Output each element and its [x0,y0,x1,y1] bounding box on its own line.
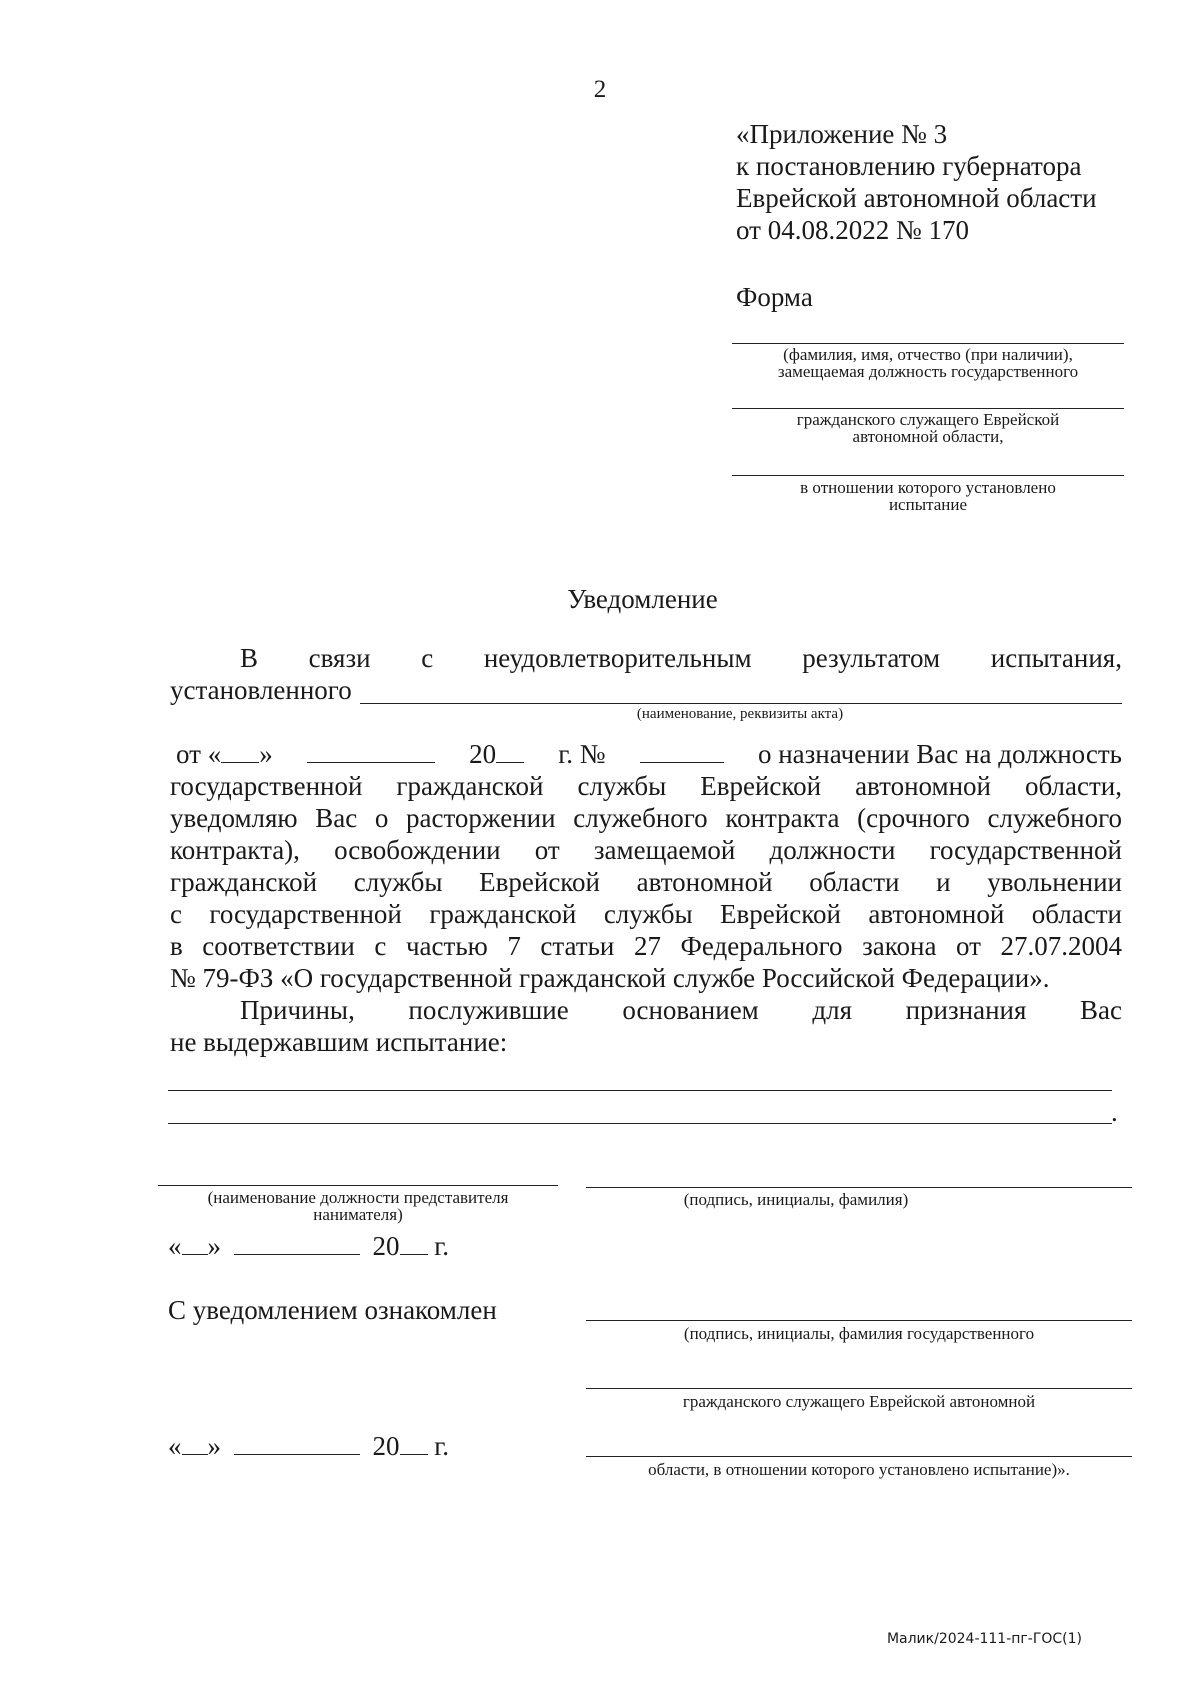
ack-month-blank [234,1432,360,1455]
sig-day-blank [182,1232,208,1255]
acknowledged-label: С уведомлением ознакомлен [168,1295,497,1325]
ack-day-blank [182,1432,208,1455]
ack-date-close: » [207,1431,221,1461]
addressee-caption-3a: в отношении которого установлено [800,478,1056,497]
para2-line5: гражданской службы Еврейской автономной области и увольнении [170,867,1122,897]
addressee-caption-2b: автономной области, [852,427,1004,446]
addressee-caption-2 [732,411,1124,445]
year-number-label: г. № [558,739,606,769]
addressee-line-2 [732,408,1124,409]
ack-year-prefix: 20 [372,1431,400,1461]
ack-caption-3: области, в отношении которого установлено испытание)». [648,1460,1070,1479]
position-caption-b: нанимателя) [313,1205,403,1224]
appendix-line-2: к постановлению губернатора [736,151,1082,181]
ack-line-2 [586,1388,1132,1389]
signature-line [586,1187,1132,1188]
sig-month-blank [234,1232,360,1255]
position-caption [158,1189,558,1223]
reasons-line-2 [168,1123,1112,1124]
ack-date-open: « [168,1431,182,1461]
para1-word-1: В [240,643,259,673]
signature-caption: (подпись, инициалы, фамилия) [683,1190,909,1209]
ack-caption-1: (подпись, инициалы, фамилия государственного [683,1324,1035,1343]
para1-word-3: с [421,643,434,673]
addressee-caption-3 [732,479,1124,513]
ack-line-3 [586,1456,1132,1457]
appendix-line-1: «Приложение № 3 [736,119,948,149]
ack-caption-2: гражданского служащего Еврейской автономной [682,1392,1036,1411]
page-number: 2 [593,76,607,103]
year-blank [496,740,524,763]
ack-year-suffix: г. [434,1431,450,1461]
ack-date [168,1430,449,1462]
para2-line1 [176,738,1122,770]
addressee-caption-2a: гражданского служащего Еврейской [796,410,1060,429]
appendix-line-4: от 04.08.2022 № 170 [736,215,969,245]
sig-year-prefix: 20 [372,1231,400,1261]
reasons-line-1 [168,1090,1112,1091]
day-blank [221,740,259,763]
para1-word-5: результатом [802,643,941,673]
para2-line4: контракта), освобождении от замещаемой должности государственной [170,835,1122,865]
para1-word-6: испытания, [990,643,1122,673]
date-from [176,738,273,770]
para2-line7: в соответствии с частью 7 статьи 27 Федерального закона от 27.07.2004 [170,931,1122,961]
para1-word-4: неудовлетворительным [483,643,752,673]
ack-line-1 [586,1320,1132,1321]
para1-established: установленного [170,675,352,705]
para2-line6: с государственной гражданской службы Еврейской автономной области [170,899,1122,929]
position-caption-a: (наименование должности представителя [207,1188,509,1207]
para2-last-line: № 79-ФЗ «О государственной гражданской службе Российской Федерации». [170,963,1050,993]
para1-word-2: связи [308,643,371,673]
appendix-line-3: Еврейской автономной области [736,183,1097,213]
addressee-caption-1 [732,346,1124,380]
addressee-line-3 [732,475,1124,476]
year-prefix: 20 [469,739,497,769]
sig-date-open: « [168,1231,182,1261]
quote-close: » [259,739,273,769]
ack-year-blank [400,1432,428,1455]
para2-line2: государственной гражданской службы Еврейской автономной области, [170,771,1122,801]
signature-date [168,1230,449,1262]
form-label: Форма [736,282,813,312]
sig-date-close: » [207,1231,221,1261]
para2-line3: уведомляю Вас о расторжении служебного контракта (срочного служебного [170,803,1122,833]
act-name-caption: (наименование, реквизиты акта) [636,706,844,722]
reasons-period: . [1111,1097,1118,1127]
para1-line1 [240,642,1122,674]
from-label: от « [176,739,222,769]
sig-year-suffix: г. [434,1231,450,1261]
para2-rest: о назначении Вас на должность [757,739,1122,769]
sig-year-blank [400,1232,428,1255]
appendix-header [736,118,1097,246]
act-name-line [360,703,1122,704]
addressee-caption-1a: (фамилия, имя, отчество (при наличии), [783,345,1073,364]
month-blank [307,740,435,763]
addressee-caption-3b: испытание [888,495,968,514]
footer-code: Малик/2024-111-пг-ГОС(1) [886,1631,1082,1647]
para3-line2: не выдержавшим испытание: [170,1027,508,1057]
number-blank [640,740,724,763]
addressee-line-1 [732,343,1124,344]
year-group [469,738,524,770]
position-line [158,1185,558,1186]
document-title: Уведомление [567,584,718,614]
addressee-caption-1b: замещаемая должность государственного [777,362,1079,381]
para3-line1: Причины, послужившие основанием для признания Вас [240,995,1122,1025]
